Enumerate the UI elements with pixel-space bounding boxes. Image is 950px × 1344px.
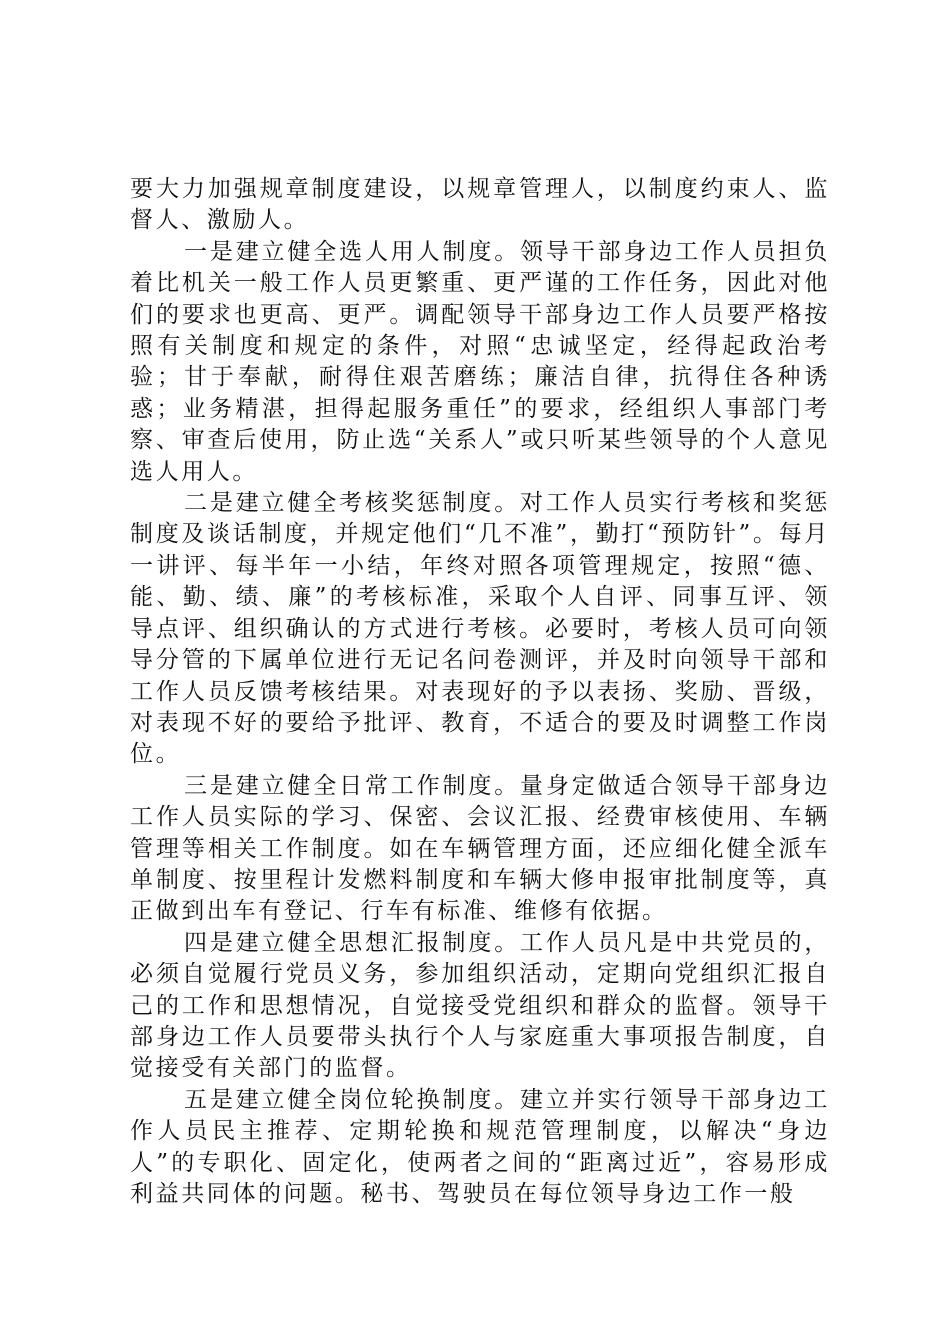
paragraph-daily-work-system: 三是建立健全日常工作制度。量身定做适合领导干部身边工作人员实际的学习、保密、会议汇报、经费审核使用、车辆管理等相关工作制度。如在车辆管理方面，还应细化健全派车单制度、按里程计发燃料制度和车辆大修申报审批制度等，真正做到出车有登记、行车有标准、维修有依据。 <box>130 772 830 925</box>
paragraph-rotation-system: 五是建立健全岗位轮换制度。建立并实行领导干部身边工作人员民主推荐、定期轮换和规范管理制度，以解决“身边人”的专职化、固定化，使两者之间的“距离过近”，容易形成利益共同体的问题。秘书、驾驶员在每位领导身边工作一般 <box>130 1086 830 1207</box>
paragraph-assessment-system: 二是建立健全考核奖惩制度。对工作人员实行考核和奖惩制度及谈话制度，并规定他们“几不准”，勤打“预防针”。每月一讲评、每半年一小结，年终对照各项管理规定，按照“德、能、勤、绩、廉”的考核标准，采取个人自评、同事互评、领导点评、组织确认的方式进行考核。必要时，考核人员可向领导分管的下属单位进行无记名问卷测评，并及时向领导干部和工作人员反馈考核结果。对表现好的予以表扬、奖励、晋级，对表现不好的要给予批评、教育，不适合的要及时调整工作岗位。 <box>130 490 830 768</box>
document-body <box>130 174 830 1210</box>
paragraph-thought-report-system: 四是建立健全思想汇报制度。工作人员凡是中共党员的，必须自觉履行党员义务，参加组织活动，定期向党组织汇报自己的工作和思想情况，自觉接受党组织和群众的监督。领导干部身边工作人员要带头执行个人与家庭重大事项报告制度，自觉接受有关部门的监督。 <box>130 929 830 1082</box>
paragraph-selection-system: 一是建立健全选人用人制度。领导干部身边工作人员担负着比机关一般工作人员更繁重、更严谨的工作任务，因此对他们的要求也更高、更严。调配领导干部身边工作人员要严格按照有关制度和规定的条件，对照“忠诚坚定，经得起政治考验；甘于奉献，耐得住艰苦磨练；廉洁自律，抗得住各种诱惑；业务精湛，担得起服务重任”的要求，经组织人事部门考察、审查后使用，防止选“关系人”或只听某些领导的个人意见选人用人。 <box>130 238 830 485</box>
paragraph-intro: 要大力加强规章制度建设，以规章管理人，以制度约束人、监督人、激励人。 <box>130 176 830 234</box>
